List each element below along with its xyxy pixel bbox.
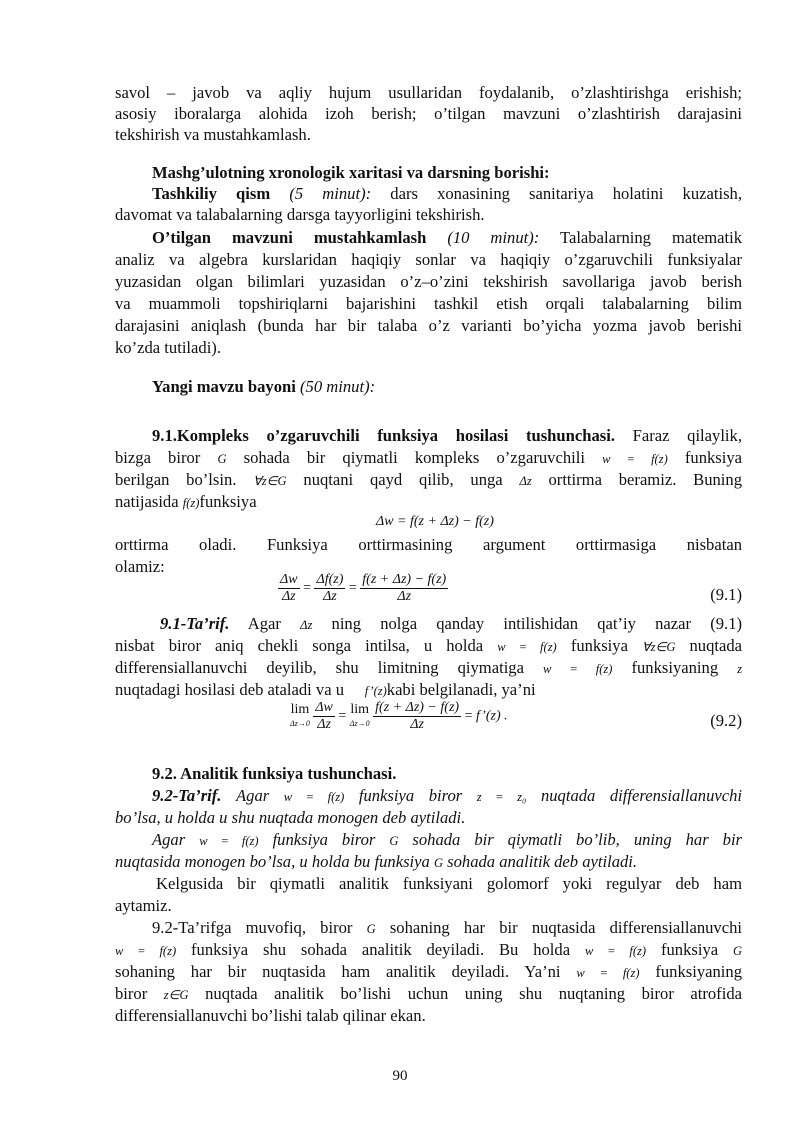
text-line: 9.1.Kompleks o’zgaruvchili funksiya hosilasi tushunchasi. Faraz qilaylik, <box>152 426 742 445</box>
text-line: ko’zda tutiladi). <box>115 338 221 357</box>
text-line: yuzasidan olgan bilimlari yuzasidan o’z–o’zini tekshirish savollariga javob berish <box>115 272 742 291</box>
section-heading: Mashg’ulotning xronologik xaritasi va darsning borishi: <box>152 163 550 182</box>
text-line: davomat va talabalarning darsga tayyorligini tekshirish. <box>115 205 485 224</box>
text-line: differensiallanuvchi bo’lishi talab qilinar ekan. <box>115 1006 426 1025</box>
text-line: differensiallanuvchi deyilib, shu limitning qiymatiga w = f(z) funksiyaning z <box>115 658 743 677</box>
text-line: Kelgusida bir qiymatli analitik funksiyani golomorf yoki regulyar deb ham <box>156 874 742 893</box>
text-line: savol – javob va aqliy hujum usullaridan foydalanib, o’zlashtirishga erishish; <box>115 83 742 102</box>
text-line: w = f(z) funksiya shu sohada analitik deyiladi. Bu holda w = f(z) funksiya G <box>115 940 743 959</box>
text-line: 9.2-Ta’rifga muvofiq, biror G sohaning har bir nuqtasida differensiallanuvchi <box>152 918 742 937</box>
equation-9-1: $\frac{\Delta w}{\Delta z}$ = $\frac{\Delta f(z)}{\Delta z}$ = $\frac{f(z + \Delta z) - f(z)}{\Delta z}$ <box>280 572 447 604</box>
text-line: va muammoli topshiriqlarni bajarishini tashkil etish orqali talabalarning bilim <box>115 294 742 313</box>
text-line: olamiz: <box>115 557 165 576</box>
text-line: berilgan bo’lsin. ∀z∈G nuqtani qayd qilib, unga Δz orttirma beramiz. Buning <box>115 470 743 489</box>
text-line: natijasida f(z)funksiya <box>115 492 257 511</box>
equation-number: (9.1) <box>710 585 742 604</box>
text-line: analiz va algebra kurslaridan haqiqiy sonlar va haqiqiy o’zgaruvchili funksiyalar <box>115 250 742 269</box>
text-line: asosiy iboralarga alohida izoh berish; o’tilgan mavzuni o’zlashtirish darajasini <box>115 104 742 123</box>
text-line: darajasini aniqlash (bunda har bir talaba o’z varianti bo’yicha yozma javob berishi <box>115 316 742 335</box>
text-line: Tashkiliy qism (5 minut): dars xonasining sanitariya holatini kuzatish, <box>152 184 743 203</box>
section-heading: Yangi mavzu bayoni (50 minut): <box>152 377 376 396</box>
equation-9-2: lim Δz→0 $\frac{\Delta w}{\Delta z}$ = lim Δz→0 $\frac{f(z + \Delta z) - f(z)}{\Delta z}$ = f’(z) . <box>290 700 508 732</box>
page-number: 90 <box>392 1068 408 1084</box>
text-line: nuqtadagi hosilasi deb ataladi va u f’(z)kabi belgilanadi, ya’ni <box>115 680 536 699</box>
text-line: nisbat biror aniq chekli songa intilsa, u holda w = f(z) funksiya ∀z∈G nuqtada <box>115 636 742 655</box>
text-line: tekshirish va mustahkamlash. <box>115 125 311 144</box>
text-line: Agar w = f(z) funksiya biror G sohada bir qiymatli bo’lib, uning har bir <box>152 830 743 849</box>
text-line: bizga biror G sohada bir qiymatli kompleks o’zgaruvchili w = f(z) funksiya <box>115 448 743 467</box>
text-line: orttirma oladi. Funksiya orttirmasining argument orttirmasiga nisbatan <box>115 535 742 554</box>
text-line: 9.2-Ta’rif. Agar w = f(z) funksiya biror z = z₀ nuqtada differensiallanuvchi <box>152 786 742 805</box>
text-line: sohaning har bir nuqtasida ham analitik deyiladi. Ya’ni w = f(z) funksiyaning <box>115 962 742 981</box>
text-line: aytamiz. <box>115 896 172 915</box>
text-line: biror z∈G nuqtada analitik bo’lishi uchun uning shu nuqtaning biror atrofida <box>115 984 742 1003</box>
equation-increment: Δw = f(z + Δz) − f(z) <box>376 514 494 529</box>
text-line: bo’lsa, u holda u shu nuqtada monogen deb aytiladi. <box>115 808 466 827</box>
section-heading: 9.2. Analitik funksiya tushunchasi. <box>152 764 397 783</box>
text-line: nuqtasida monogen bo’lsa, u holda bu funksiya G sohada analitik deb aytiladi. <box>115 852 638 871</box>
equation-number: (9.2) <box>710 711 742 730</box>
text-line: O’tilgan mavzuni mustahkamlash (10 minut): Talabalarning matematik <box>152 228 742 247</box>
text-line: 9.1-Ta’rif. Agar Δz ning nolga qanday intilishidan qat’iy nazar (9.1) <box>160 614 743 633</box>
